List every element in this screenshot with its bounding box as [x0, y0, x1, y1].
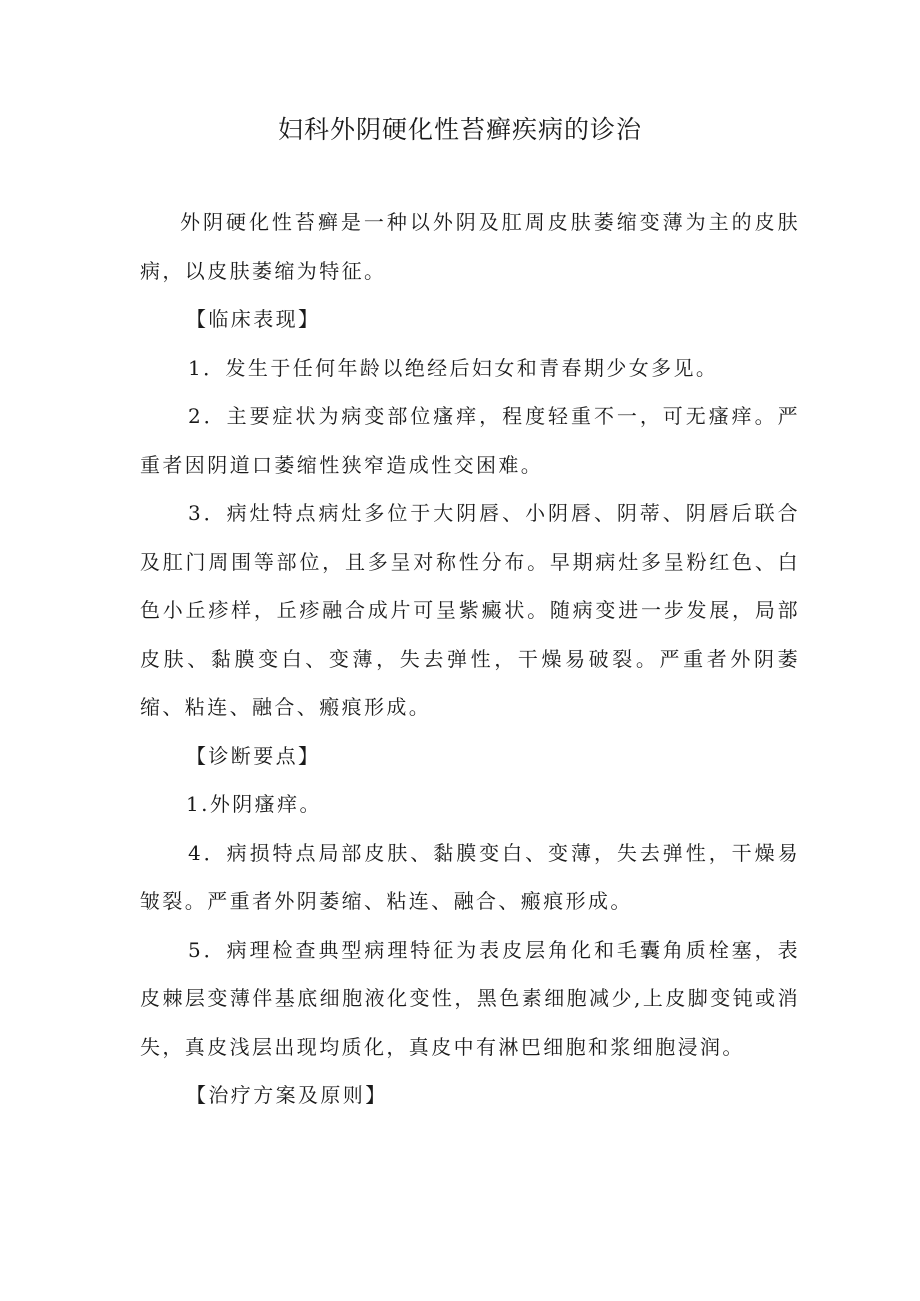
diagnosis-item-1: 1.外阴瘙痒。 — [186, 792, 322, 816]
clinical-item-1: 1．发生于任何年龄以绝经后妇女和青春期少女多见。 — [188, 355, 719, 380]
section-heading-clinical: 【临床表现】 — [186, 307, 321, 331]
diagnosis-item-4: 4．病损特点局部皮肤、黏膜变白、变薄，失去弹性，干燥易皱裂。严重者外阴萎缩、粘连、融合、瘢痕形成。 — [140, 840, 800, 913]
clinical-item-2: 2．主要症状为病变部位瘙痒，程度轻重不一，可无瘙痒。严重者因阴道口萎缩性狭窄造成性交困难。 — [140, 404, 800, 477]
section-heading-diagnosis: 【诊断要点】 — [186, 743, 321, 768]
document-title: 妇科外阴硬化性苔癣疾病的诊治 — [277, 115, 642, 144]
intro-paragraph: 外阴硬化性苔癣是一种以外阴及肛周皮肤萎缩变薄为主的皮肤病，以皮肤萎缩为特征。 — [140, 210, 800, 283]
document-body — [140, 198, 800, 1120]
clinical-item-3: 3．病灶特点病灶多位于大阴唇、小阴唇、阴蒂、阴唇后联合及肛门周围等部位，且多呈对称性分布。早期病灶多呈粉红色、白色小丘疹样，丘疹融合成片可呈紫癜状。随病变进一步发展，局部皮肤、黏膜变白、变薄，失去弹性，干燥易破裂。严重者外阴萎缩、粘连、融合、瘢痕形成。 — [140, 501, 800, 719]
diagnosis-item-5: 5．病理检查典型病理特征为表皮层角化和毛囊角质栓塞，表皮棘层变薄伴基底细胞液化变性，黑色素细胞减少,上皮脚变钝或消失，真皮浅层出现均质化，真皮中有淋巴细胞和浆细胞浸润。 — [140, 937, 800, 1059]
section-heading-treatment: 【治疗方案及原则】 — [186, 1083, 388, 1107]
